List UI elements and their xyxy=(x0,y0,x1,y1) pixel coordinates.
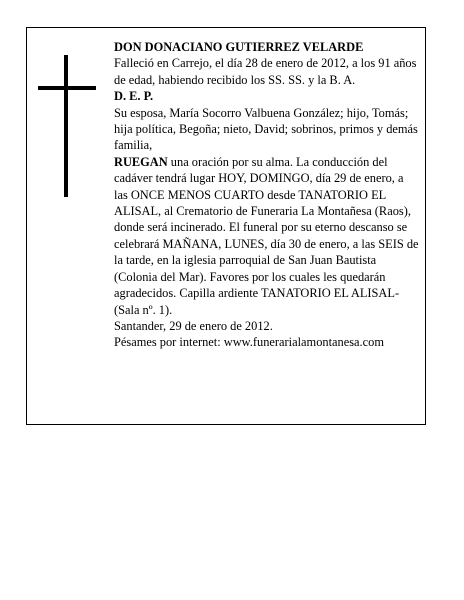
ceremony-details xyxy=(114,154,419,318)
ruegan-word: RUEGAN xyxy=(114,154,168,169)
notice-text xyxy=(114,39,419,351)
cross-icon xyxy=(38,55,96,197)
condolences-line: Pésames por internet: www.funerarialamontanesa.com xyxy=(114,335,384,350)
obituary-notice xyxy=(26,27,426,425)
dep-line: D. E. P. xyxy=(114,89,154,104)
death-details: Falleció en Carrejo, el día 28 de enero de 2012, a los 91 años de edad, habiendo recibido los SS. SS. y la B. A. xyxy=(114,56,417,87)
family-list: Su esposa, María Socorro Valbuena González; hijo, Tomás; hija política, Begoña; nieto, David; sobrinos, primos y demás familia, xyxy=(114,105,418,153)
place-date: Santander, 29 de enero de 2012. xyxy=(114,318,273,333)
ceremony-text: una oración por su alma. La conducción del cadáver tendrá lugar HOY, DOMINGO, día 29 de enero, a las ONCE MENOS CUARTO desde TANATORIO EL ALISAL, al Crematorio de Funeraria La Montañesa (Raos), donde será incinerado. El funeral por su eterno descanso se celebrará MAÑANA, LUNES, día 30 de enero, a las SEIS de la tarde, en la iglesia parroquial de San Juan Bautista (Colonia del Mar). Favores por los cuales les quedarán agradecidos. Capilla ardiente TANATORIO EL ALISAL-(Sala nº. 1). xyxy=(114,154,419,317)
deceased-name: DON DONACIANO GUTIERREZ VELARDE xyxy=(114,40,364,54)
